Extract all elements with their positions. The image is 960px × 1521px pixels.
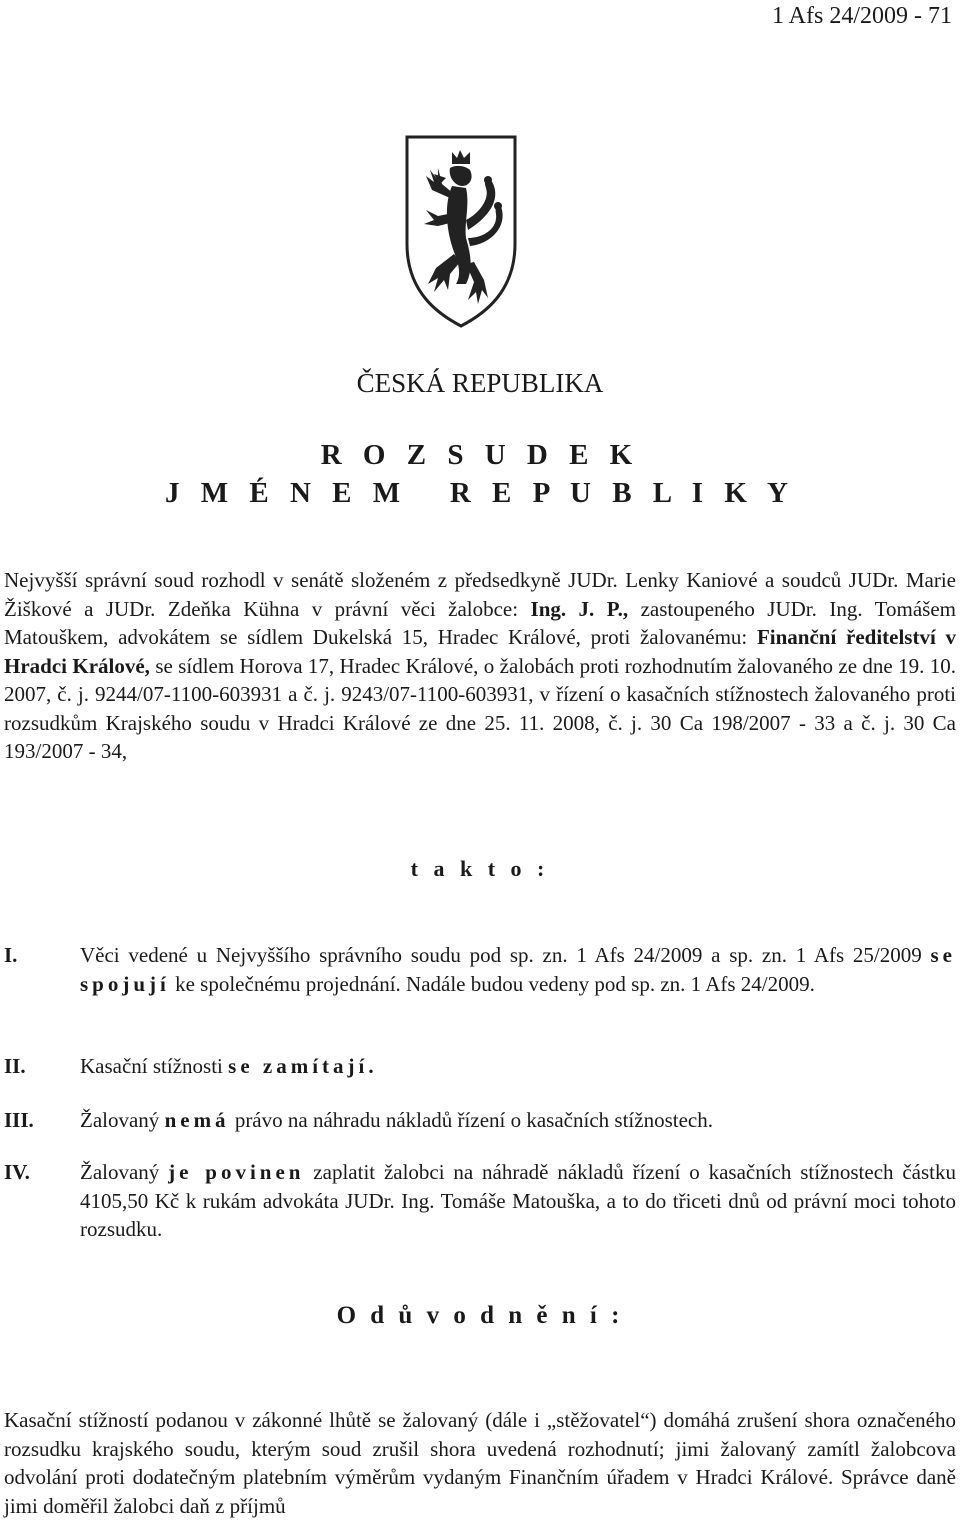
item-text [80,1052,956,1081]
intro-text-1: Nejvyšší správní soud rozhodl v senátě složeném z předsedkyně JUDr. Lenky Kaniové a soudců JUDr. Marie Žiškové a JUDr. Zdeňka Kühna v právní věci žalobce: [4,568,956,621]
item-number: II. [4,1054,26,1078]
verdict-item [4,941,956,998]
item-number: IV. [4,1160,30,1184]
verdict-title-line2: J M É N E M R E P U B L I K Y [164,477,795,509]
verdict-item [4,1106,956,1135]
verdict-item [4,1158,956,1244]
state-name: ČESKÁ REPUBLIKA [356,368,604,398]
verdict-item [4,1052,956,1081]
item-emphasis: se zamítají. [228,1054,378,1078]
intro-paragraph [4,566,956,766]
intro-text-2: zastoupeného JUDr. Ing. Tomášem Matouškem, advokátem se sídlem Dukelská 15, Hradec Králové, proti žalovanému: [4,596,956,649]
item-number: I. [4,943,18,967]
case-reference: 1 Afs 24/2009 - 71 [772,3,952,29]
item-text-b: právo na náhradu nákladů řízení o kasačních stížnostech. [229,1108,713,1132]
item-text-a: Věci vedené u Nejvyššího správního soudu pod sp. zn. 1 Afs 24/2009 a sp. zn. 1 Afs 25/2009 [80,943,931,967]
czech-coat-of-arms-lion-icon [404,134,518,328]
item-text [80,1158,956,1244]
verdict-title [0,436,960,512]
item-text-b: ke společnému projednání. Nadále budou vedeny pod sp. zn. 1 Afs 24/2009. [169,971,815,996]
intro-text-3: se sídlem Horova 17, Hradec Králové, o žalobách proti rozhodnutím žalovaného ze dne 19. 10. 2007, č. j. 9244/07-1100-603931 a č. j. 9243/07-1100-603931, v řízení o kasačních stížnostech žalovaného proti rozsudkům Krajského soudu v Hradci Králové ze dne 25. 11. 2008, č. j. 30 Ca 198/2007 - 33 a č. j. 30 Ca 193/2007 - 34, [4,653,956,763]
item-emphasis: je povinen [168,1160,305,1184]
reasoning-heading: O d ů v o d n ě n í : [336,1302,624,1329]
item-text-a: Kasační stížnosti [80,1054,229,1078]
reasoning-paragraph: Kasační stížností podanou v zákonné lhůtě se žalovaný (dále i „stěžovatel“) domáhá zrušení shora označeného rozsudku krajského soudu, kterým soud zrušil shora uvedená rozhodnutí; jimi žalovaný zamítl žalobcova odvolání proti dodatečným platebním výměrům vydaným Finančním úřadem v Hradci Králové. Správce daně jimi doměřil žalobci daň z příjmů [4,1408,956,1518]
item-text-b: zaplatit žalobci na náhradě nákladů řízení o kasačních stížnostech částku 4105,50 Kč k rukám advokáta JUDr. Ing. Tomáše Matouška, a to do třiceti dnů od právní moci tohoto rozsudku. [80,1160,956,1241]
plaintiff-name: Ing. J. P., [530,596,629,621]
item-emphasis: se spojují [80,943,956,996]
item-text-a: Žalovaný [80,1160,169,1184]
verdict-title-line1: R O Z S U D E K [320,439,640,471]
defendant-name: Finanční ředitelství v Hradci Králové, [4,625,956,678]
item-emphasis: nemá [164,1108,230,1132]
item-number: III. [4,1108,34,1132]
takto-heading: t a k t o : [410,856,550,881]
item-text-a: Žalovaný [80,1108,165,1132]
item-text [80,941,956,998]
item-text [80,1106,956,1135]
